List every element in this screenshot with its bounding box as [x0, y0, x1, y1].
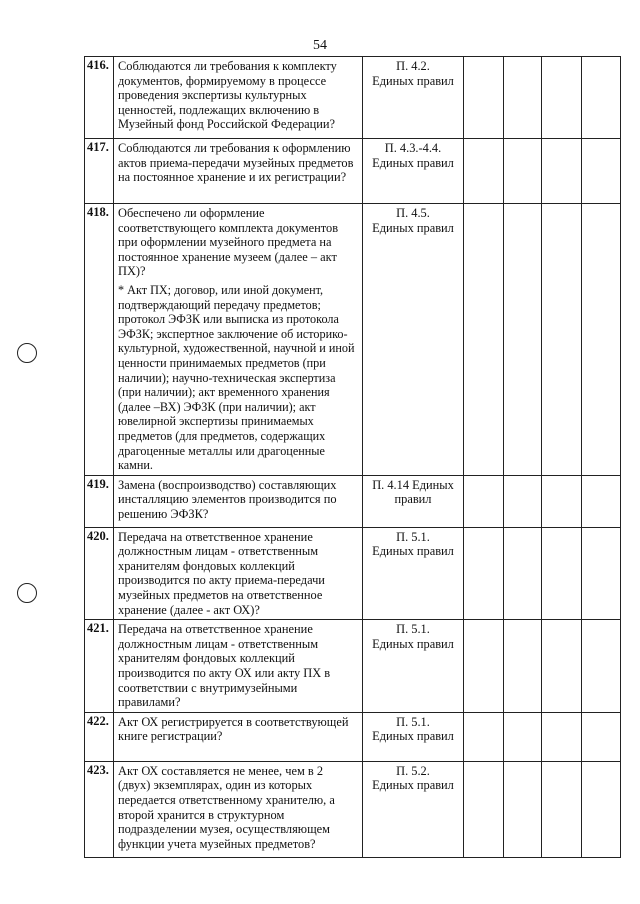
table-row: [85, 57, 621, 139]
row-number: 419.: [85, 475, 114, 527]
question-cell: [114, 57, 363, 139]
document-list-note: * Акт ПХ; договор, или иной документ, подтверждающий передачу предметов; протокол ЭФЗК или выписка из протокола ЭФЗК; экспертное заключение об историко-культурной, художественной, научной и иной ценности принимаемых предметов (при наличии); научно-техническая экспертиза (при наличии); акт временного хранения (далее –ВХ) ЭФЗК (при наличии); акт ювелирной экспертизы принимаемых предметов (для предметов, содержащих драгоценные металлы или драгоценные камни.: [118, 282, 355, 473]
answer-cell[interactable]: [582, 204, 621, 476]
reference-source: Единых правил: [372, 220, 454, 235]
answer-cell[interactable]: [582, 712, 621, 761]
reference-source: Единых правил: [372, 636, 454, 651]
reference-cell: [363, 204, 464, 476]
answer-cell[interactable]: [504, 204, 542, 476]
answer-cell[interactable]: [504, 475, 542, 527]
question-cell: [114, 620, 363, 713]
row-number: 418.: [85, 204, 114, 476]
question-text: Замена (воспроизводство) составляющих инсталляцию элементов производится по решению ЭФЗК?: [118, 477, 337, 521]
question-text: Соблюдаются ли требования к оформлению актов приема-передачи музейных предметов на постоянное хранение и их регистрации?: [118, 141, 354, 185]
page-number: 54: [313, 38, 327, 53]
reference-clause: П. 5.1.: [396, 529, 430, 544]
answer-cell[interactable]: [504, 57, 542, 139]
reference-source: правил: [394, 492, 432, 507]
reference-source: Единых правил: [372, 155, 454, 170]
reference-source: Единых правил: [372, 544, 454, 559]
question-text: Акт ОХ регистрируется в соответствующей книге регистрации?: [118, 714, 349, 744]
reference-cell: [363, 475, 464, 527]
answer-cell[interactable]: [464, 57, 504, 139]
reference-clause: П. 4.14 Единых: [372, 477, 454, 492]
question-cell: [114, 475, 363, 527]
reference-source: Единых правил: [372, 778, 454, 793]
answer-cell[interactable]: [504, 139, 542, 204]
answer-cell[interactable]: [504, 761, 542, 857]
punch-hole: [17, 583, 37, 603]
question-cell: [114, 712, 363, 761]
answer-cell[interactable]: [504, 712, 542, 761]
question-text: Обеспечено ли оформление соответствующего комплекта документов при оформлении музейного предмета на постоянное хранение музеем (далее – акт ПХ)?: [118, 206, 339, 279]
table-row: [85, 712, 621, 761]
answer-cell[interactable]: [504, 620, 542, 713]
reference-cell: [363, 527, 464, 620]
table-row: [85, 475, 621, 527]
reference-cell: [363, 620, 464, 713]
question-text: Передача на ответственное хранение должностным лицам - ответственным хранителям фондовых коллекций производится по акту приема-передачи музейных предметов на ответственное хранение (далее - акт ОХ)?: [118, 529, 325, 617]
reference-cell: [363, 712, 464, 761]
reference-cell: [363, 57, 464, 139]
answer-cell[interactable]: [542, 57, 582, 139]
answer-cell[interactable]: [464, 139, 504, 204]
reference-clause: П. 5.2.: [396, 763, 430, 778]
reference-source: Единых правил: [372, 73, 454, 88]
row-number: 416.: [85, 57, 114, 139]
question-cell: [114, 204, 363, 476]
question-text: Соблюдаются ли требования к комплекту документов, формируемому в процессе проведения экспертизы культурных ценностей, подлежащих включению в Музейный фонд Российской Федерации?: [118, 59, 337, 132]
table-row: [85, 204, 621, 476]
answer-cell[interactable]: [504, 527, 542, 620]
question-text: Передача на ответственное хранение должностным лицам - ответственным хранителям фондовых коллекций производится по акту ОХ или акту ПХ в соответствии с внутримузейными правилами?: [118, 622, 331, 710]
reference-clause: П. 4.2.: [396, 59, 430, 73]
answer-cell[interactable]: [582, 761, 621, 857]
answer-cell[interactable]: [464, 527, 504, 620]
checklist-table: [84, 56, 621, 858]
answer-cell[interactable]: [582, 139, 621, 204]
row-number: 417.: [85, 139, 114, 204]
answer-cell[interactable]: [542, 204, 582, 476]
answer-cell[interactable]: [542, 527, 582, 620]
row-number: 421.: [85, 620, 114, 713]
question-text: Акт ОХ составляется не менее, чем в 2 (двух) экземплярах, один из которых передается ответственному хранителю, а второй хранится в структурном подразделении музея, осуществляющем функции учета музейных предметов?: [118, 763, 335, 851]
punch-hole: [17, 343, 37, 363]
table-row: [85, 527, 621, 620]
row-number: 423.: [85, 761, 114, 857]
reference-clause: П. 4.3.-4.4.: [384, 141, 442, 155]
answer-cell[interactable]: [464, 204, 504, 476]
table-row: [85, 620, 621, 713]
answer-cell[interactable]: [464, 475, 504, 527]
answer-cell[interactable]: [542, 761, 582, 857]
reference-clause: П. 5.1.: [396, 714, 430, 729]
reference-clause: П. 4.5.: [396, 206, 430, 220]
answer-cell[interactable]: [464, 761, 504, 857]
reference-cell: [363, 761, 464, 857]
answer-cell[interactable]: [582, 475, 621, 527]
question-cell: [114, 527, 363, 620]
reference-clause: П. 5.1.: [396, 622, 430, 637]
table-row: [85, 139, 621, 204]
answer-cell[interactable]: [464, 620, 504, 713]
reference-cell: [363, 139, 464, 204]
answer-cell[interactable]: [542, 620, 582, 713]
answer-cell[interactable]: [582, 527, 621, 620]
question-cell: [114, 139, 363, 204]
answer-cell[interactable]: [542, 712, 582, 761]
row-number: 420.: [85, 527, 114, 620]
answer-cell[interactable]: [464, 712, 504, 761]
answer-cell[interactable]: [582, 57, 621, 139]
question-cell: [114, 761, 363, 857]
answer-cell[interactable]: [582, 620, 621, 713]
answer-cell[interactable]: [542, 475, 582, 527]
table-row: [85, 761, 621, 857]
answer-cell[interactable]: [542, 139, 582, 204]
row-number: 422.: [85, 712, 114, 761]
reference-source: Единых правил: [372, 729, 454, 744]
